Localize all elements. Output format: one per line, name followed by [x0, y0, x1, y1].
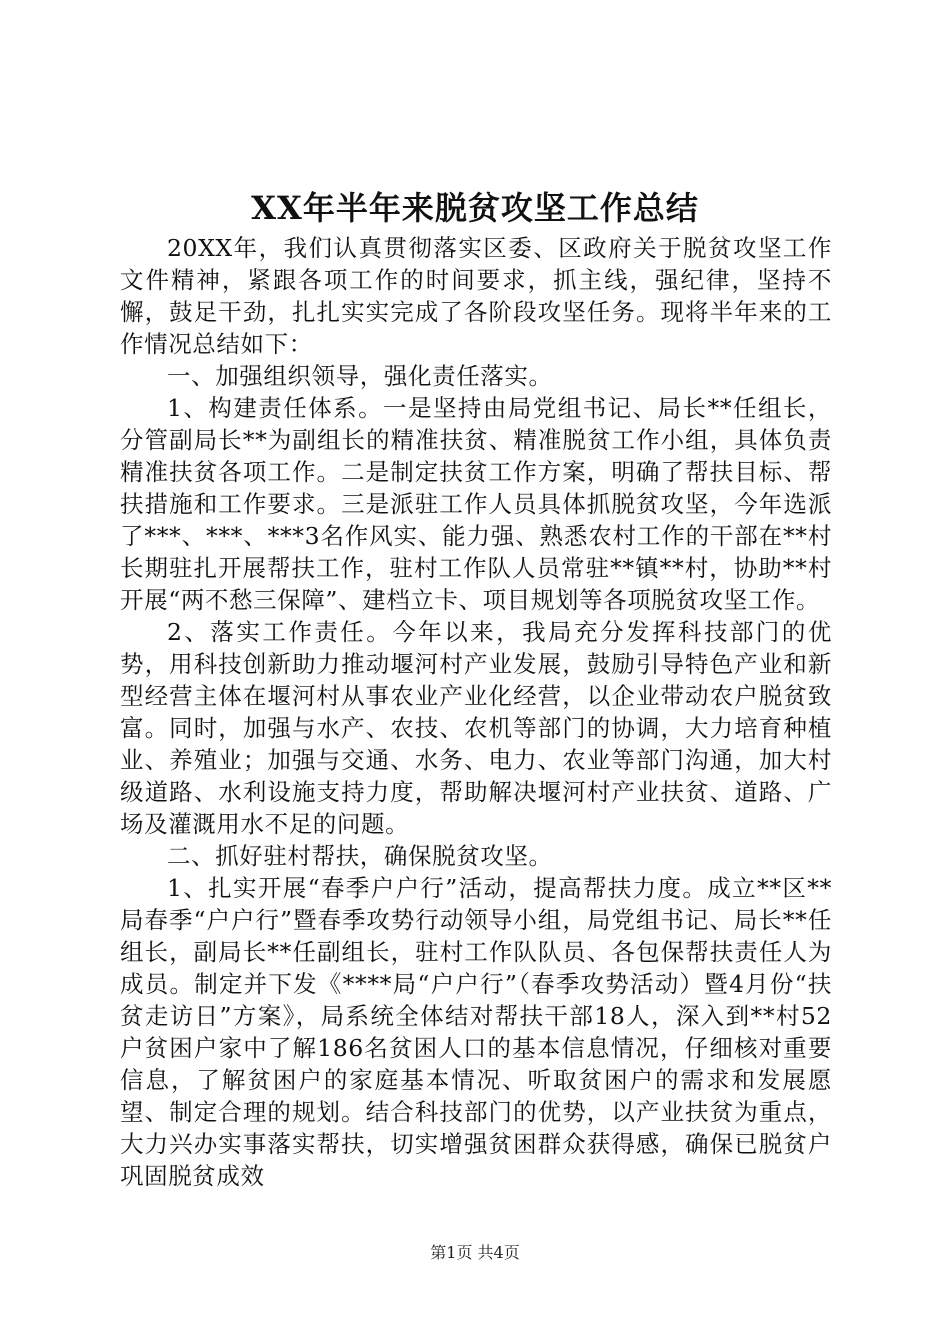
section-heading-2: 二、抓好驻村帮扶，确保脱贫攻坚。 [167, 842, 553, 870]
paragraph-intro: 20XX年，我们认真贯彻落实区委、区政府关于脱贫攻坚工作文件精神，紧跟各项工作的时间要求，抓主线，强纪律，坚持不懈，鼓足干劲，扎扎实实完成了各阶段攻坚任务。现将半年来的工作情况总结如下： [120, 234, 832, 358]
page-footer: 第1页 共4页 [430, 1243, 520, 1262]
section-heading-1: 一、加强组织领导，强化责任落实。 [167, 362, 553, 390]
document-body [120, 232, 832, 1192]
paragraph-responsibility-system: 1、构建责任体系。一是坚持由局党组书记、局长**任组长，分管副局长**为副组长的精准扶贫、精准脱贫工作小组，具体负责精准扶贫各项工作。二是制定扶贫工作方案，明确了帮扶目标、帮扶措施和工作要求。三是派驻工作人员具体抓脱贫攻坚，今年选派了***、***、***3名作风实、能力强、熟悉农村工作的干部在**村长期驻扎开展帮扶工作，驻村工作队人员常驻**镇**村，协助**村开展“两不愁三保障”、建档立卡、项目规划等各项脱贫攻坚工作。 [120, 394, 832, 614]
paragraph-spring-visits: 1、扎实开展“春季户户行”活动，提高帮扶力度。成立**区**局春季“户户行”暨春季攻势行动领导小组，局党组书记、局长**任组长，副局长**任副组长，驻村工作队队员、各包保帮扶责任人为成员。制定并下发《****局“户户行”（春季攻势活动）暨4月份“扶贫走访日”方案》，局系统全体结对帮扶干部18人，深入到**村52户贫困户家中了解186名贫困人口的基本信息情况，仔细核对重要信息，了解贫困户的家庭基本情况、听取贫困户的需求和发展愿望、制定合理的规划。结合科技部门的优势，以产业扶贫为重点，大力兴办实事落实帮扶，切实增强贫困群众获得感，确保已脱贫户巩固脱贫成效 [120, 874, 832, 1190]
paragraph-work-responsibility: 2、落实工作责任。今年以来，我局充分发挥科技部门的优势，用科技创新助力推动堰河村产业发展，鼓励引导特色产业和新型经营主体在堰河村从事农业产业化经营，以企业带动农户脱贫致富。同时，加强与水产、农技、农机等部门的协调，大力培育种植业、养殖业；加强与交通、水务、电力、农业等部门沟通，加大村级道路、水利设施支持力度，帮助解决堰河村产业扶贫、道路、广场及灌溉用水不足的问题。 [120, 618, 832, 838]
document-title: XX年半年来脱贫攻坚工作总结 [251, 189, 699, 227]
